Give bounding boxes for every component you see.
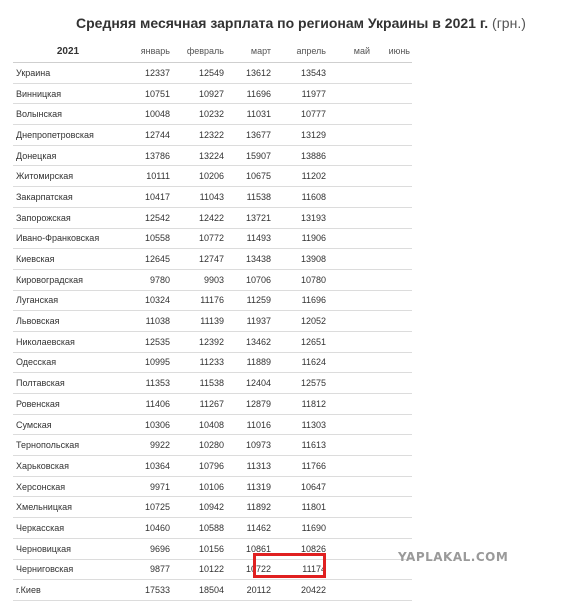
salary-cell: [326, 207, 370, 228]
highlight-box: [253, 553, 326, 578]
salary-cell: 9696: [120, 538, 170, 559]
salary-cell: 10927: [170, 83, 224, 104]
salary-cell: 12549: [170, 63, 224, 84]
table-row: [13, 269, 412, 290]
salary-cell: [326, 394, 370, 415]
salary-cell: 11977: [271, 83, 326, 104]
table-row: [13, 125, 412, 146]
salary-cell: 13721: [224, 207, 271, 228]
salary-cell: [370, 269, 412, 290]
table-row: [13, 518, 412, 539]
salary-cell: 11038: [120, 311, 170, 332]
region-name: Черкасская: [13, 518, 120, 539]
salary-cell: 13886: [271, 145, 326, 166]
salary-cell: 10780: [271, 269, 326, 290]
table-row: [13, 145, 412, 166]
table-row: [13, 497, 412, 518]
salary-cell: 13677: [224, 125, 271, 146]
region-name: г.Киев: [13, 580, 120, 601]
salary-cell: 10122: [170, 559, 224, 580]
salary-cell: [326, 538, 370, 559]
salary-cell: 10408: [170, 414, 224, 435]
region-name: Донецкая: [13, 145, 120, 166]
region-name: Днепропетровская: [13, 125, 120, 146]
salary-table: [13, 40, 412, 601]
salary-cell: [326, 518, 370, 539]
table-row: [13, 207, 412, 228]
table-row: [13, 476, 412, 497]
region-name: Запорожская: [13, 207, 120, 228]
salary-cell: [326, 497, 370, 518]
salary-cell: 13438: [224, 249, 271, 270]
region-name: Украина: [13, 63, 120, 84]
header-february: февраль: [170, 40, 224, 63]
salary-cell: 12404: [224, 373, 271, 394]
salary-cell: [370, 456, 412, 477]
table-row: [13, 187, 412, 208]
salary-cell: 11016: [224, 414, 271, 435]
salary-cell: 11353: [120, 373, 170, 394]
salary-cell: [326, 580, 370, 601]
region-name: Одесская: [13, 352, 120, 373]
salary-cell: [326, 83, 370, 104]
salary-cell: 12542: [120, 207, 170, 228]
salary-cell: 11259: [224, 290, 271, 311]
salary-cell: 11493: [224, 228, 271, 249]
salary-cell: 12322: [170, 125, 224, 146]
table-row: [13, 373, 412, 394]
region-name: Луганская: [13, 290, 120, 311]
salary-cell: [370, 228, 412, 249]
salary-cell: [326, 125, 370, 146]
salary-cell: 11906: [271, 228, 326, 249]
salary-cell: [370, 166, 412, 187]
salary-cell: 11613: [271, 435, 326, 456]
salary-cell: 10706: [224, 269, 271, 290]
salary-cell: 18504: [170, 580, 224, 601]
region-name: Полтавская: [13, 373, 120, 394]
salary-cell: [370, 331, 412, 352]
salary-cell: [370, 352, 412, 373]
table-row: [13, 104, 412, 125]
salary-cell: 10973: [224, 435, 271, 456]
salary-cell: 12535: [120, 331, 170, 352]
salary-cell: 12337: [120, 63, 170, 84]
table-row: [13, 435, 412, 456]
header-april: апрель: [271, 40, 326, 63]
salary-cell: [326, 228, 370, 249]
region-name: Ровенская: [13, 394, 120, 415]
salary-cell: 9971: [120, 476, 170, 497]
header-january: январь: [120, 40, 170, 63]
salary-cell: 10751: [120, 83, 170, 104]
salary-cell: [370, 290, 412, 311]
salary-cell: [326, 331, 370, 352]
salary-cell: 10324: [120, 290, 170, 311]
salary-cell: [370, 580, 412, 601]
table-row: [13, 414, 412, 435]
salary-cell: 10675: [224, 166, 271, 187]
salary-cell: 9922: [120, 435, 170, 456]
salary-cell: 10232: [170, 104, 224, 125]
salary-cell: [326, 476, 370, 497]
table-row: [13, 331, 412, 352]
salary-cell: [370, 311, 412, 332]
salary-cell: 13193: [271, 207, 326, 228]
salary-cell: [326, 456, 370, 477]
salary-cell: 11538: [224, 187, 271, 208]
salary-cell: 11538: [170, 373, 224, 394]
salary-cell: 10826: [271, 538, 326, 559]
region-name: Ивано-Франковская: [13, 228, 120, 249]
salary-cell: 11766: [271, 456, 326, 477]
salary-cell: [326, 249, 370, 270]
region-name: Киевская: [13, 249, 120, 270]
header-march: март: [224, 40, 271, 63]
region-name: Волынская: [13, 104, 120, 125]
salary-cell: [326, 311, 370, 332]
salary-cell: 10306: [120, 414, 170, 435]
salary-cell: [326, 373, 370, 394]
salary-cell: 11462: [224, 518, 271, 539]
salary-cell: 10647: [271, 476, 326, 497]
salary-cell: 17533: [120, 580, 170, 601]
salary-cell: 11690: [271, 518, 326, 539]
table-row: [13, 290, 412, 311]
salary-cell: [326, 166, 370, 187]
salary-cell: 11174: [271, 559, 326, 580]
salary-cell: [326, 290, 370, 311]
salary-cell: 13129: [271, 125, 326, 146]
table-row: [13, 538, 412, 559]
salary-cell: 11812: [271, 394, 326, 415]
salary-cell: 10588: [170, 518, 224, 539]
region-name: Черниговская: [13, 559, 120, 580]
salary-cell: [326, 187, 370, 208]
salary-cell: 12052: [271, 311, 326, 332]
salary-cell: 10206: [170, 166, 224, 187]
table-row: [13, 249, 412, 270]
salary-cell: 11608: [271, 187, 326, 208]
region-name: Львовская: [13, 311, 120, 332]
salary-cell: 11406: [120, 394, 170, 415]
salary-cell: 10460: [120, 518, 170, 539]
salary-cell: 12575: [271, 373, 326, 394]
table-header-row: [13, 40, 412, 63]
region-name: Сумская: [13, 414, 120, 435]
salary-cell: [370, 187, 412, 208]
salary-cell: 12645: [120, 249, 170, 270]
salary-cell: 10772: [170, 228, 224, 249]
region-name: Житомирская: [13, 166, 120, 187]
salary-cell: 11624: [271, 352, 326, 373]
table-row: [13, 456, 412, 477]
region-name: Хмельницкая: [13, 497, 120, 518]
salary-cell: [326, 269, 370, 290]
table-row: [13, 83, 412, 104]
salary-cell: 11313: [224, 456, 271, 477]
salary-cell: 20422: [271, 580, 326, 601]
salary-cell: 11889: [224, 352, 271, 373]
salary-cell: 10796: [170, 456, 224, 477]
salary-cell: 11937: [224, 311, 271, 332]
salary-cell: [370, 104, 412, 125]
region-name: Херсонская: [13, 476, 120, 497]
table-row: [13, 63, 412, 84]
salary-cell: 9877: [120, 559, 170, 580]
salary-cell: 10364: [120, 456, 170, 477]
salary-cell: 11176: [170, 290, 224, 311]
region-name: Николаевская: [13, 331, 120, 352]
table-body: [13, 63, 412, 601]
salary-cell: [370, 83, 412, 104]
salary-cell: [370, 207, 412, 228]
salary-cell: [370, 497, 412, 518]
salary-cell: 10106: [170, 476, 224, 497]
salary-cell: 10048: [120, 104, 170, 125]
salary-cell: 13908: [271, 249, 326, 270]
salary-cell: 13543: [271, 63, 326, 84]
salary-cell: 10861: [224, 538, 271, 559]
watermark-logo: YAPLAKAL.COM: [398, 550, 509, 564]
salary-cell: 13224: [170, 145, 224, 166]
salary-cell: 9780: [120, 269, 170, 290]
salary-cell: 12879: [224, 394, 271, 415]
region-name: Кировоградская: [13, 269, 120, 290]
salary-cell: 11801: [271, 497, 326, 518]
title-text: Средняя месячная зарплата по регионам Украины в 2021 г.: [76, 15, 489, 31]
salary-cell: [370, 394, 412, 415]
salary-cell: 20112: [224, 580, 271, 601]
table-row: [13, 166, 412, 187]
header-year: 2021: [13, 40, 120, 63]
salary-cell: [326, 352, 370, 373]
salary-cell: 11696: [271, 290, 326, 311]
salary-cell: 11267: [170, 394, 224, 415]
salary-cell: 13786: [120, 145, 170, 166]
salary-cell: 15907: [224, 145, 271, 166]
table-row: [13, 394, 412, 415]
salary-cell: 10111: [120, 166, 170, 187]
salary-cell: [326, 145, 370, 166]
salary-cell: 11031: [224, 104, 271, 125]
salary-cell: 10558: [120, 228, 170, 249]
header-may: май: [326, 40, 370, 63]
salary-cell: 11303: [271, 414, 326, 435]
region-name: Тернопольская: [13, 435, 120, 456]
region-name: Харьковская: [13, 456, 120, 477]
region-name: Черновицкая: [13, 538, 120, 559]
table-row: [13, 580, 412, 601]
salary-cell: 13462: [224, 331, 271, 352]
salary-cell: [370, 414, 412, 435]
salary-cell: [370, 476, 412, 497]
salary-cell: [370, 125, 412, 146]
salary-cell: 10417: [120, 187, 170, 208]
table-row: [13, 352, 412, 373]
salary-cell: [326, 104, 370, 125]
salary-cell: [370, 249, 412, 270]
salary-cell: 10995: [120, 352, 170, 373]
salary-cell: 12747: [170, 249, 224, 270]
region-name: Закарпатская: [13, 187, 120, 208]
salary-cell: 11319: [224, 476, 271, 497]
salary-cell: [326, 435, 370, 456]
salary-cell: 10156: [170, 538, 224, 559]
region-name: Винницкая: [13, 83, 120, 104]
salary-cell: 11043: [170, 187, 224, 208]
table-row: [13, 311, 412, 332]
salary-cell: [370, 435, 412, 456]
salary-cell: 10722: [224, 559, 271, 580]
salary-cell: 11233: [170, 352, 224, 373]
title-unit: (грн.): [492, 15, 526, 31]
page-title: [76, 15, 571, 31]
salary-cell: [326, 559, 370, 580]
salary-cell: 11139: [170, 311, 224, 332]
salary-cell: 9903: [170, 269, 224, 290]
header-june: июнь: [370, 40, 412, 63]
salary-cell: 11202: [271, 166, 326, 187]
table-row: [13, 559, 412, 580]
salary-cell: 10942: [170, 497, 224, 518]
salary-cell: 13612: [224, 63, 271, 84]
salary-cell: 10777: [271, 104, 326, 125]
salary-cell: [370, 373, 412, 394]
salary-cell: 11696: [224, 83, 271, 104]
salary-cell: [370, 63, 412, 84]
salary-cell: [370, 518, 412, 539]
table-row: [13, 228, 412, 249]
salary-cell: [370, 145, 412, 166]
salary-cell: 10280: [170, 435, 224, 456]
salary-cell: [326, 63, 370, 84]
salary-cell: 12744: [120, 125, 170, 146]
salary-cell: 12422: [170, 207, 224, 228]
salary-cell: [326, 414, 370, 435]
salary-cell: 11892: [224, 497, 271, 518]
salary-cell: 10725: [120, 497, 170, 518]
salary-cell: 12392: [170, 331, 224, 352]
salary-cell: 12651: [271, 331, 326, 352]
